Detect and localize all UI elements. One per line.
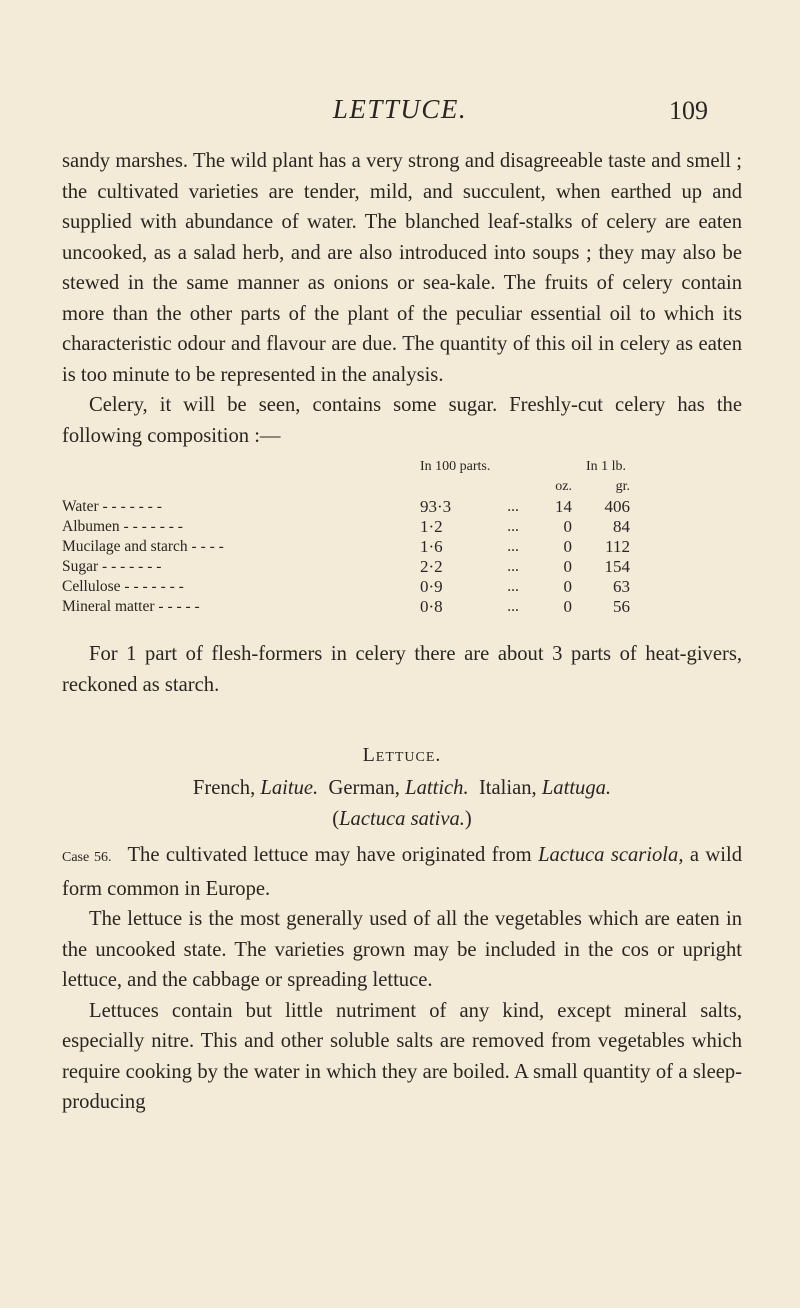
table-row bbox=[62, 497, 630, 517]
french-name: Laitue. bbox=[260, 777, 319, 799]
french-label: French, bbox=[192, 777, 256, 799]
origin-latin: Lactuca scariola, bbox=[538, 844, 684, 866]
german-name: Lattich. bbox=[405, 777, 469, 799]
page-number: 109 bbox=[669, 96, 708, 125]
lettuce-foreign-names bbox=[62, 773, 742, 804]
origin-text-a: The cultivated lettuce may have originated from bbox=[127, 844, 532, 866]
row-leader: ... bbox=[507, 578, 519, 595]
row-label: Mineral matter - - - - - bbox=[62, 598, 200, 615]
row-grains: 84 bbox=[613, 517, 630, 536]
text-block bbox=[62, 146, 742, 1118]
row-label: Cellulose - - - - - - - bbox=[62, 578, 184, 595]
header-in-100-parts: In 100 parts. bbox=[420, 459, 491, 474]
row-ounces: 0 bbox=[563, 577, 572, 596]
unit-gr: gr. bbox=[615, 479, 630, 494]
table-row bbox=[62, 557, 630, 577]
table-row bbox=[62, 517, 630, 537]
section-title-lettuce: Lettuce. bbox=[362, 744, 442, 766]
row-ounces: 0 bbox=[563, 557, 572, 576]
header-in-1-lb: In 1 lb. bbox=[585, 459, 626, 474]
row-label: Mucilage and starch - - - - bbox=[62, 538, 224, 555]
row-ounces: 0 bbox=[563, 597, 572, 616]
row-ounces: 14 bbox=[555, 497, 572, 516]
table-units-row bbox=[62, 477, 630, 497]
running-head: LETTUCE. bbox=[332, 94, 468, 124]
row-grains: 154 bbox=[604, 557, 630, 576]
row-label: Water - - - - - - - bbox=[62, 498, 162, 515]
row-leader: ... bbox=[507, 498, 519, 515]
row-percent: 1·2 bbox=[420, 517, 443, 536]
row-percent: 93·3 bbox=[420, 497, 452, 516]
latin-close-paren: ) bbox=[464, 807, 472, 830]
paragraph-flesh-formers: For 1 part of flesh-formers in celery there are about 3 parts of heat-givers, reckoned as starch. bbox=[62, 643, 742, 696]
row-label: Sugar - - - - - - - bbox=[62, 558, 162, 575]
row-leader: ... bbox=[507, 538, 519, 555]
row-percent: 0·8 bbox=[420, 597, 443, 616]
composition-table bbox=[62, 457, 630, 617]
row-leader: ... bbox=[507, 598, 519, 615]
paragraph-lettuce-nutriment: Lettuces contain but little nutriment of any kind, except mineral salts, especially nitre. This and other soluble salts are removed from vegetables which require cooking by the water in which they are boiled. A small quantity of a sleep-producing bbox=[62, 999, 742, 1113]
row-grains: 56 bbox=[613, 597, 630, 616]
paragraph-celery-description: sandy marshes. The wild plant has a very strong and disagreeable taste and smell ; the cultivated varieties are tender, mild, and succulent, when earthed up and supplied with abundance of water. The blanched leaf-stalks of celery are eaten uncooked, as a salad herb, and are also introduced into soups ; they may also be stewed in the same manner as onions or sea-kale. The fruits of celery contain more than the other parts of the plant of the peculiar essential oil to which its characteristic odour and flavour are due. The quantity of this oil in celery as eaten is too minute to be represented in the analysis. bbox=[62, 150, 742, 386]
italian-name: Lattuga. bbox=[541, 777, 612, 799]
latin-open-paren: ( bbox=[332, 807, 340, 830]
row-ounces: 0 bbox=[563, 517, 572, 536]
row-grains: 112 bbox=[605, 537, 630, 556]
table-header-row bbox=[62, 457, 630, 477]
table-row bbox=[62, 577, 630, 597]
paragraph-lettuce-origin bbox=[62, 840, 742, 904]
row-leader: ... bbox=[507, 518, 519, 535]
paragraph-celery-composition-intro: Celery, it will be seen, contains some sugar. Freshly-cut celery has the following composition :— bbox=[62, 394, 742, 447]
table-row bbox=[62, 597, 630, 617]
row-leader: ... bbox=[507, 558, 519, 575]
row-grains: 406 bbox=[604, 497, 630, 516]
row-grains: 63 bbox=[613, 577, 630, 596]
german-label: German, bbox=[328, 777, 400, 799]
row-ounces: 0 bbox=[563, 537, 572, 556]
origin-text-b: a wild form common in Europe. bbox=[62, 844, 743, 900]
row-percent: 1·6 bbox=[420, 537, 443, 556]
unit-oz: oz. bbox=[555, 479, 572, 494]
paragraph-lettuce-varieties: The lettuce is the most generally used of all the vegetables which are eaten in the uncooked state. The varieties grown may be included in the cos or upright lettuce, and the cabbage or spreading lettuce. bbox=[62, 908, 742, 991]
page-header bbox=[0, 94, 800, 134]
lettuce-latin-name bbox=[62, 804, 742, 835]
italian-label: Italian, bbox=[478, 777, 537, 799]
table-row bbox=[62, 537, 630, 557]
latin-name: Lactuca sativa. bbox=[339, 807, 465, 830]
row-percent: 2·2 bbox=[420, 557, 443, 576]
row-label: Albumen - - - - - - - bbox=[62, 518, 183, 535]
row-percent: 0·9 bbox=[420, 577, 443, 596]
case-tag: Case 56. bbox=[62, 850, 112, 865]
